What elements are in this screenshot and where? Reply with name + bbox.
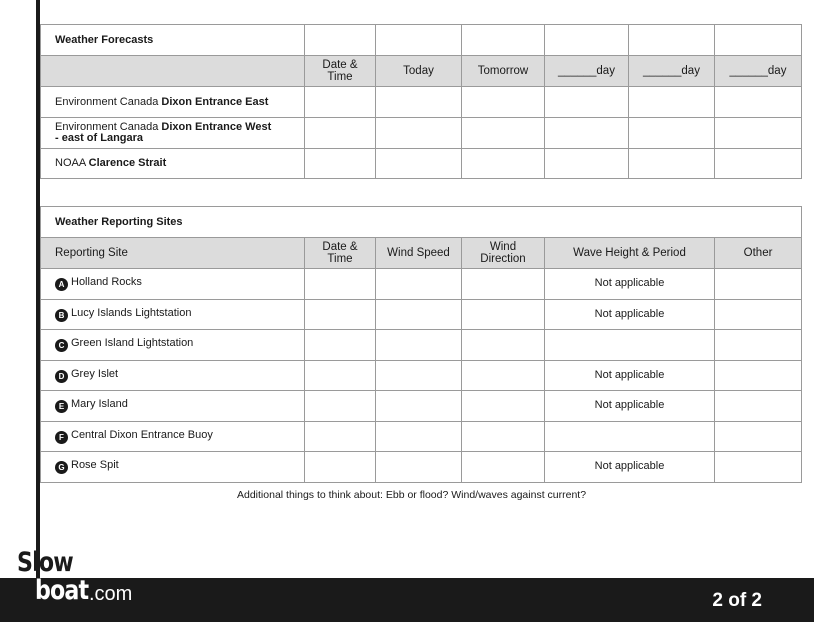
forecast-title-row (41, 25, 802, 56)
wave-cell: Not applicable (545, 360, 715, 391)
site-marker-icon: E (55, 400, 68, 413)
site-marker-icon: D (55, 370, 68, 383)
forecast-header-tomorrow: Tomorrow (462, 56, 545, 87)
page-number: 2 of 2 (712, 590, 762, 611)
weather-forecasts-table (40, 24, 802, 179)
wave-cell: Not applicable (545, 269, 715, 300)
site-marker-icon: F (55, 431, 68, 444)
reporting-title-row (41, 207, 802, 238)
forecast-header-day-blank: ______day (545, 56, 629, 87)
forecast-source: Environment Canada Dixon Entrance West - east of Langara (41, 117, 305, 148)
site-marker-icon: B (55, 309, 68, 322)
reporting-header-row (41, 238, 802, 269)
forecast-source: NOAA Clarence Strait (41, 148, 305, 179)
forecast-header-day-blank: ______day (629, 56, 715, 87)
wave-cell[interactable] (545, 330, 715, 361)
reporting-site: G Rose Spit (41, 452, 305, 483)
logo (35, 575, 133, 610)
logo-domain: .com (89, 583, 133, 605)
site-marker-icon: C (55, 339, 68, 352)
table-row (41, 148, 802, 179)
reporting-title: Weather Reporting Sites (41, 207, 802, 238)
table-row (41, 299, 802, 330)
reporting-site: B Lucy Islands Lightstation (41, 299, 305, 330)
wave-cell: Not applicable (545, 391, 715, 422)
table-row (41, 360, 802, 391)
reporting-site: C Green Island Lightstation (41, 330, 305, 361)
wave-cell[interactable] (545, 421, 715, 452)
reporting-site: A Holland Rocks (41, 269, 305, 300)
forecast-header-today: Today (376, 56, 462, 87)
logo-boat: boat (35, 575, 89, 606)
reporting-site: D Grey Islet (41, 360, 305, 391)
reporting-site: E Mary Island (41, 391, 305, 422)
forecast-title: Weather Forecasts (41, 25, 305, 56)
site-marker-icon: A (55, 278, 68, 291)
weather-reporting-sites-table (40, 206, 802, 483)
table-row (41, 269, 802, 300)
forecast-source: Environment Canada Dixon Entrance East (41, 87, 305, 118)
table-row (41, 87, 802, 118)
reporting-header-wind-direction: Wind Direction (462, 238, 545, 269)
reporting-header-wind-speed: Wind Speed (376, 238, 462, 269)
reporting-header-site: Reporting Site (41, 238, 305, 269)
forecast-header-day-blank: ______day (715, 56, 802, 87)
reporting-header-wave: Wave Height & Period (545, 238, 715, 269)
table-row (41, 452, 802, 483)
table-row (41, 421, 802, 452)
table-row (41, 391, 802, 422)
table-row (41, 330, 802, 361)
wave-cell: Not applicable (545, 452, 715, 483)
reporting-header-other: Other (715, 238, 802, 269)
reporting-site: F Central Dixon Entrance Buoy (41, 421, 305, 452)
forecast-header-row (41, 56, 802, 87)
forecast-header-datetime: Date & Time (305, 56, 376, 87)
logo-slow: Slow (17, 547, 73, 578)
table-row (41, 117, 802, 148)
reporting-header-datetime: Date & Time (305, 238, 376, 269)
site-marker-icon: G (55, 461, 68, 474)
additional-note: Additional things to think about: Ebb or flood? Wind/waves against current? (237, 489, 587, 501)
forecast-header-cell (41, 56, 305, 87)
wave-cell: Not applicable (545, 299, 715, 330)
